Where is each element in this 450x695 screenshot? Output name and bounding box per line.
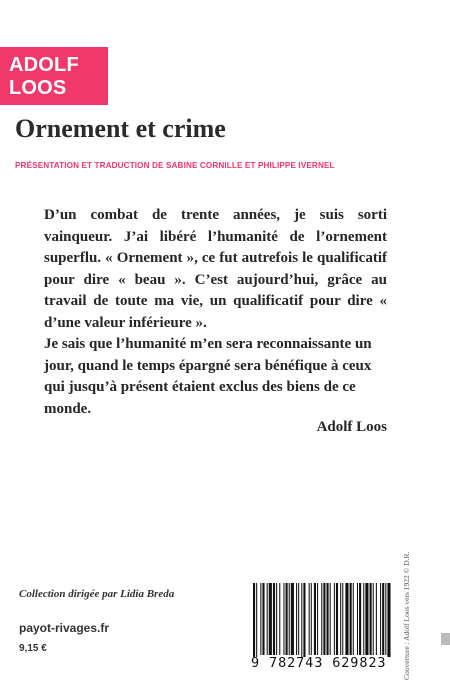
barcode-bar — [309, 583, 310, 655]
translation-credits: PRÉSENTATION ET TRADUCTION DE SABINE CORNILLE ET PHILIPPE IVERNEL — [15, 161, 335, 170]
barcode-bar — [345, 583, 348, 655]
barcode-bar — [253, 583, 255, 657]
barcode-bar — [269, 583, 272, 655]
barcode-bar — [289, 583, 290, 655]
author-first-name: ADOLF — [9, 54, 79, 76]
barcode-bar — [359, 583, 361, 655]
barcode-bar — [365, 583, 368, 655]
barcode-bar — [321, 583, 322, 655]
barcode-bar — [327, 583, 329, 655]
barcode-bar — [342, 583, 343, 655]
author-banner — [0, 47, 108, 105]
barcode-bar — [314, 583, 316, 655]
edge-mark — [441, 633, 450, 645]
author-last-name: LOOS — [9, 77, 67, 99]
barcode-bar — [262, 583, 264, 655]
barcode-bar — [260, 583, 261, 655]
barcode-bar — [334, 583, 335, 655]
isbn-barcode — [247, 583, 395, 683]
barcode-bar — [370, 583, 372, 655]
barcode-bar — [340, 583, 341, 655]
barcode-bar — [296, 583, 297, 655]
isbn-number: 9 782743 629823 — [251, 655, 387, 671]
collection-editor: Collection dirigée par Lidia Breda — [19, 588, 175, 600]
barcode-bars — [247, 583, 395, 657]
barcode-bar — [385, 583, 386, 655]
barcode-bar — [373, 583, 374, 655]
barcode-bar — [387, 583, 390, 657]
barcode-bar — [363, 583, 364, 655]
barcode-bar — [311, 583, 312, 655]
barcode-bar — [380, 583, 381, 655]
barcode-bar — [382, 583, 384, 655]
barcode-bar — [336, 583, 338, 655]
barcode-bar — [350, 583, 352, 655]
barcode-bar — [376, 583, 377, 655]
barcode-bar — [286, 583, 288, 655]
barcode-bar — [298, 583, 299, 655]
barcode-bar — [283, 583, 284, 655]
price-label: 9,15 € — [19, 643, 47, 654]
barcode-bar — [267, 583, 268, 655]
barcode-bar — [301, 583, 302, 657]
quote-signature: Adolf Loos — [316, 419, 387, 435]
cover-photo-credit: Couverture : Adolf Loos vers 1922 © D.R. — [402, 551, 411, 680]
barcode-bar — [256, 583, 257, 657]
back-cover-quote — [44, 205, 387, 420]
barcode-bar — [276, 583, 277, 655]
publisher-website: payot-rivages.fr — [19, 621, 110, 635]
barcode-bar — [357, 583, 358, 655]
barcode-bar — [279, 583, 280, 655]
barcode-bar — [323, 583, 325, 655]
barcode-bar — [330, 583, 331, 655]
barcode-bar — [353, 583, 354, 655]
quote-paragraph: D’un combat de trente années, je suis sorti vainqueur. J’ai libéré l’humanité de l’ornement superflu. « Ornement », ce fut autrefois le qualificatif pour dire « beau ». C’est aujourd’hui, grâce au travail de toute ma vie, un qualificatif pour dire « d’une valeur inférieure ». — [44, 207, 387, 331]
barcode-bar — [317, 583, 318, 655]
quote-paragraph: Je sais que l’humanité m’en sera reconnaissante un jour, quand le temps épargné sera bénéfique à ceux qui jusqu’à présent étaient exclus des biens de ce monde. — [44, 336, 372, 417]
barcode-bar — [291, 583, 294, 655]
barcode-bar — [273, 583, 275, 655]
book-title: Ornement et crime — [15, 114, 226, 143]
barcode-bar — [303, 583, 305, 657]
